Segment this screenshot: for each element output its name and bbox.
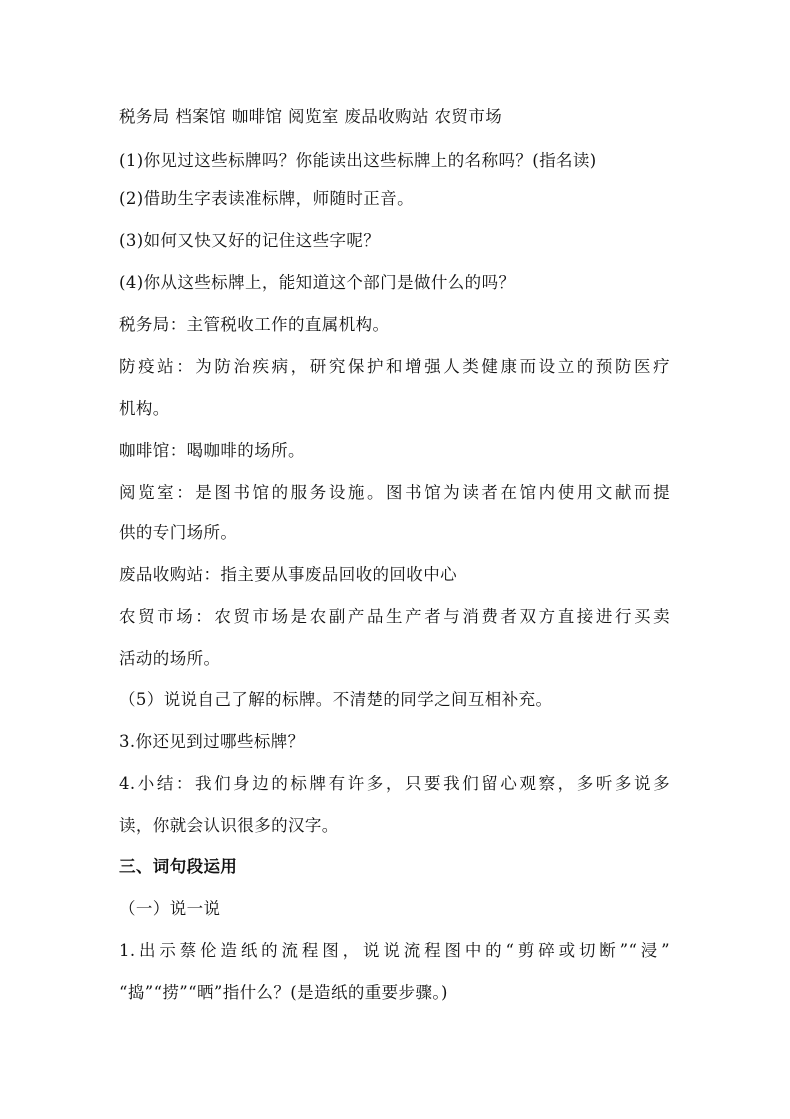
text-line: 活动的场所。 <box>119 649 221 668</box>
text-line: （5）说说自己了解的标牌。不清楚的同学之间互相补充。 <box>119 690 553 709</box>
text-line: 供的专门场所。 <box>119 523 238 542</box>
text-line: (3)如何又快又好的记住这些字呢？ <box>119 231 381 250</box>
text-line: (1)你见过这些标牌吗？你能读出这些标牌上的名称吗？(指名读) <box>119 151 597 170</box>
text-line: 4.小结：我们身边的标牌有许多，只要我们留心观察，多听多说多 <box>119 774 670 793</box>
text-line: 读，你就会认识很多的汉字。 <box>119 816 339 835</box>
text-line: 阅览室：是图书馆的服务设施。图书馆为读者在馆内使用文献而提 <box>119 483 670 502</box>
text-line: 咖啡馆：喝咖啡的场所。 <box>119 441 305 460</box>
text-line: 机构。 <box>119 399 170 418</box>
text-line: 废品收购站：指主要从事废品回收的回收中心 <box>119 565 457 584</box>
text-line: 1.出示蔡伦造纸的流程图，说说流程图中的“剪碎或切断”“浸” <box>119 941 670 960</box>
text-line: 税务局：主管税收工作的直属机构。 <box>119 315 390 334</box>
text-line: 防疫站：为防治疾病，研究保护和增强人类健康而设立的预防医疗 <box>119 357 670 376</box>
text-line: 3.你还见到过哪些标牌？ <box>119 732 305 751</box>
text-line: 农贸市场：农贸市场是农副产品生产者与消费者双方直接进行买卖 <box>119 607 670 626</box>
text-line: (4)你从这些标牌上，能知道这个部门是做什么的吗？ <box>119 273 516 292</box>
text-line: 税务局 档案馆 咖啡馆 阅览室 废品收购站 农贸市场 <box>119 107 503 126</box>
text-line: “捣”“捞”“晒”指什么？(是造纸的重要步骤。) <box>119 983 448 1002</box>
section-heading: 三、词句段运用 <box>119 857 238 876</box>
text-line: (2)借助生字表读准标牌，师随时正音。 <box>119 189 414 208</box>
subsection-heading: （一）说一说 <box>119 899 221 918</box>
